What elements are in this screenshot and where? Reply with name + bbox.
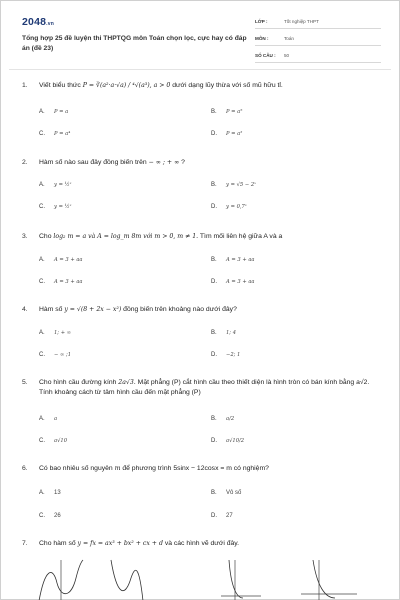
- meta-label: SỐ CÂU :: [255, 53, 276, 59]
- question-7-figures: [31, 558, 381, 600]
- option-d[interactable]: D. A = 3 + aa: [211, 279, 255, 285]
- graph-figure-1: [31, 558, 101, 600]
- question-number: 1.: [22, 82, 28, 89]
- option-c[interactable]: C. a√10: [39, 438, 67, 444]
- option-b[interactable]: B. P = a⁵: [211, 109, 243, 115]
- graph-figure-4: [291, 558, 361, 600]
- meta-label: LỚP :: [255, 19, 268, 25]
- graph-figure-3: [211, 558, 271, 600]
- option-d[interactable]: D. P = a²: [211, 131, 243, 137]
- question-6: [22, 464, 382, 519]
- option-a[interactable]: A. P = a: [39, 109, 69, 115]
- question-text: Viết biểu thức P = ∛(a²·a·√a) / ⁴√(a³), a > 0 dưới dạng lũy thừa với số mũ hữu tỉ.: [39, 82, 283, 89]
- option-b[interactable]: B. a/2: [211, 416, 235, 422]
- meta-row-subject: [255, 33, 381, 46]
- question-text: Cho hàm số y = fx = ax³ + bx² + cx + d và các hình vẽ dưới đây.: [39, 540, 240, 547]
- question-number: 4.: [22, 306, 28, 313]
- option-d[interactable]: D. a√10/2: [211, 438, 245, 444]
- question-number: 7.: [22, 540, 28, 547]
- option-c[interactable]: C. − ∞ ;1: [39, 352, 72, 358]
- option-a[interactable]: A. 1; + ∞: [39, 330, 72, 336]
- document-title: Tổng hợp 25 đề luyện thi THPTQG môn Toán chọn lọc, cực hay có đáp án (đề 23): [22, 35, 247, 52]
- question-1: [22, 81, 382, 137]
- question-text: Hàm số y = √(8 + 2x − x²) đồng biến trên khoảng nào dưới đây?: [39, 306, 237, 313]
- question-math: log₂ m = a và A = log_m 8m với m > 0, m ≠ 1.: [53, 233, 199, 240]
- option-c[interactable]: C. 26: [39, 513, 61, 519]
- question-number: 6.: [22, 465, 28, 472]
- option-b[interactable]: B. 1; 4: [211, 330, 236, 336]
- question-number: 3.: [22, 233, 28, 240]
- option-c[interactable]: C. A = 3 + aa: [39, 279, 83, 285]
- option-c[interactable]: C. y = ½ˣ: [39, 204, 72, 210]
- question-5: [22, 378, 382, 444]
- option-d[interactable]: D. y = 0,7ˣ: [211, 204, 247, 210]
- question-number: 2.: [22, 159, 28, 166]
- question-2: [22, 158, 382, 210]
- option-d[interactable]: D. 27: [211, 513, 233, 519]
- meta-label: MÔN :: [255, 36, 269, 42]
- graph-figure-2: [99, 558, 159, 600]
- question-math: 2a√3.: [118, 379, 136, 386]
- question-3: [22, 232, 382, 285]
- document-meta: [255, 16, 381, 63]
- meta-row-count: [255, 50, 381, 63]
- question-number: 5.: [22, 379, 28, 386]
- option-d[interactable]: D. −2; 1: [211, 352, 241, 358]
- option-b[interactable]: B. Vô số: [211, 490, 242, 496]
- meta-value: Toán: [284, 36, 294, 42]
- meta-row-class: [255, 16, 381, 29]
- question-7: [22, 539, 382, 549]
- question-text: Cho log₂ m = a và A = log_m 8m với m > 0, m ≠ 1. Tìm mối liên hệ giữa A và a: [39, 233, 283, 240]
- question-math: y = √(8 + 2x − x²): [64, 306, 122, 313]
- question-math: y = fx = ax³ + bx² + cx + d: [77, 540, 163, 547]
- header-divider: [9, 69, 391, 70]
- meta-value: Tốt nghiệp THPT: [284, 19, 319, 25]
- option-b[interactable]: B. A = 3 + aa: [211, 257, 255, 263]
- question-text: Hàm số nào sau đây đồng biến trên − ∞ ; + ∞ ?: [39, 159, 185, 166]
- question-math: m: [114, 465, 121, 472]
- option-b[interactable]: B. y = √5 − 2ˣ: [211, 182, 256, 188]
- question-math: − ∞ ; + ∞: [148, 159, 180, 166]
- option-a[interactable]: A. a: [39, 416, 58, 422]
- question-math: P = ∛(a²·a·√a) / ⁴√(a³), a > 0: [82, 82, 171, 89]
- meta-value: 50: [284, 53, 290, 59]
- site-logo[interactable]: 2048.vn: [22, 16, 54, 28]
- question-4: [22, 305, 382, 358]
- option-c[interactable]: C. P = a⁴: [39, 131, 71, 137]
- question-text: Có bao nhiêu số nguyên m để phương trình 5sinx − 12cosx = m có nghiệm?: [39, 465, 269, 472]
- question-text: Cho hình cầu đường kính 2a√3. Mặt phẳng (P) cắt hình cầu theo thiết diện là hình tròn có bán kính bằng a√2. Tính khoảng cách từ tâm hình cầu đến mặt phẳng (P): [39, 379, 370, 396]
- option-a[interactable]: A. y = ½ˣ: [39, 182, 72, 188]
- option-a[interactable]: A. A = 3 + aa: [39, 257, 83, 263]
- option-a[interactable]: A. 13: [39, 490, 61, 496]
